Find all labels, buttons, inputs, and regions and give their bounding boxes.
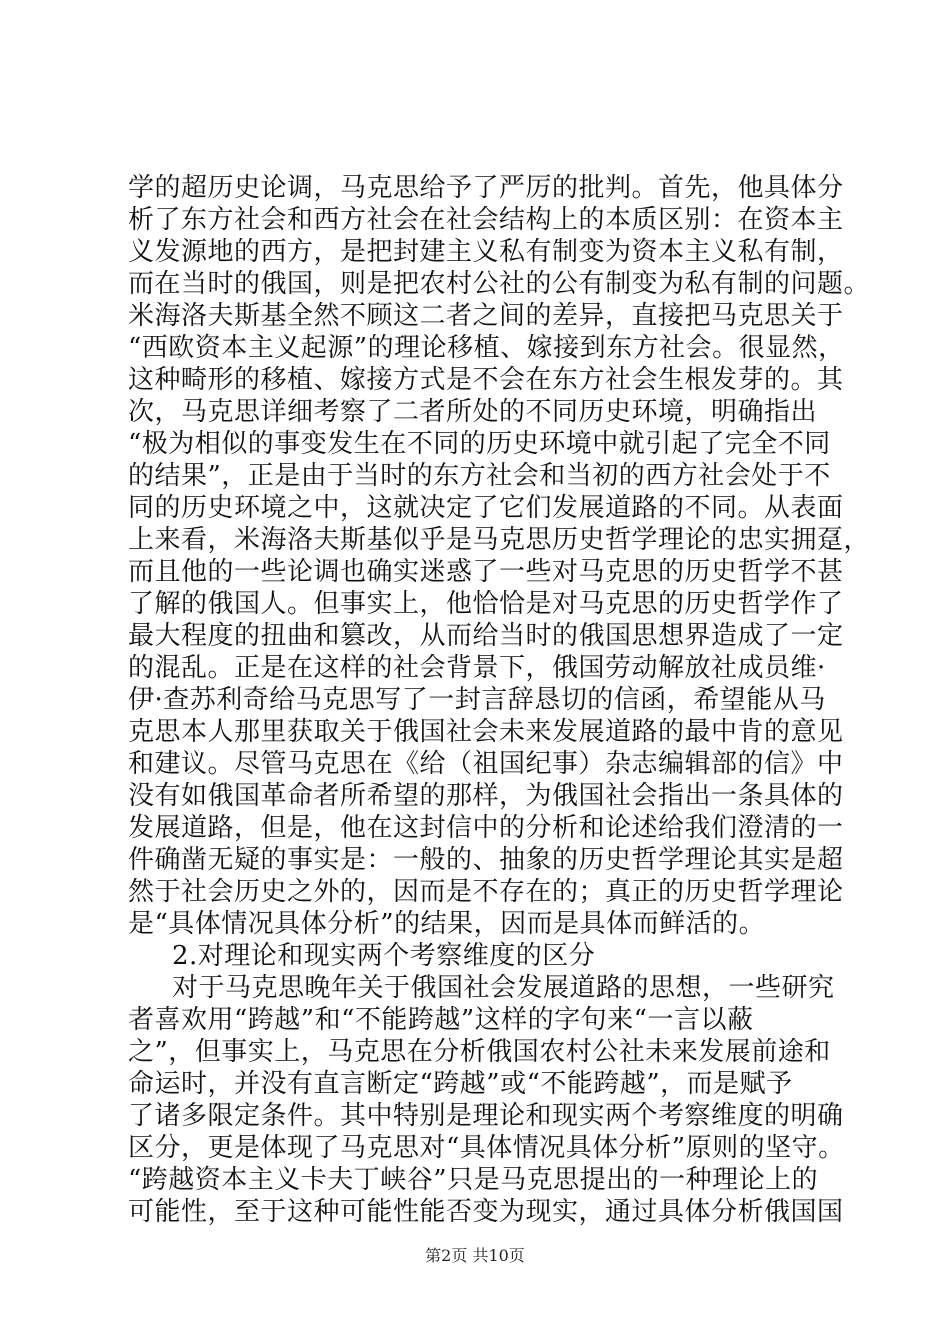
- text-line: 学的超历史论调，马克思给予了严厉的批判。首先，他具体分: [128, 173, 844, 203]
- paragraph-1: [128, 172, 871, 940]
- text-line: 同的历史环境之中，这就决定了它们发展道路的不同。从表面: [128, 493, 844, 523]
- page-footer: [0, 1246, 950, 1266]
- paragraph-2: [128, 972, 845, 1228]
- text-line: “极为相似的事变发生在不同的历史环境中就引起了完全不同: [128, 429, 831, 459]
- text-line: “跨越资本主义卡夫丁峡谷”只是马克思提出的一种理论上的: [128, 1165, 819, 1195]
- text-line: 伊·查苏利奇给马克思写了一封言辞恳切的信函，希望能从马: [128, 685, 826, 715]
- text-line: 发展道路，但是，他在这封信中的分析和论述给我们澄清的一: [128, 813, 844, 843]
- text-line: 最大程度的扭曲和篡改，从而给当时的俄国思想界造成了一定: [128, 621, 844, 651]
- text-line: 的混乱。正是在这样的社会背景下，俄国劳动解放社成员维·: [128, 653, 826, 683]
- text-line: 命运时，并没有直言断定“跨越”或“不能跨越”，而是赋予: [128, 1069, 793, 1099]
- text-line: 之”，但事实上，马克思在分析俄国农村公社未来发展前途和: [128, 1037, 831, 1067]
- text-line: 这种畸形的移植、嫁接方式是不会在东方社会生根发芽的。其: [128, 365, 844, 395]
- text-line: 上来看，米海洛夫斯基似乎是马克思历史哲学理论的忠实拥趸，: [128, 525, 871, 555]
- page-number: 第2页 共10页: [425, 1246, 525, 1265]
- text-line: 而在当时的俄国，则是把农村公社的公有制变为私有制的问题。: [128, 269, 871, 299]
- text-line: 没有如俄国革命者所希望的那样，为俄国社会指出一条具体的: [128, 781, 844, 811]
- text-line: 可能性，至于这种可能性能否变为现实，通过具体分析俄国国: [128, 1197, 844, 1227]
- text-line: “西欧资本主义起源”的理论移植、嫁接到东方社会。很显然，: [128, 333, 845, 363]
- text-line: 次，马克思详细考察了二者所处的不同历史环境，明确指出: [128, 397, 818, 427]
- text-line: 的结果”，正是由于当时的东方社会和当初的西方社会处于不: [128, 461, 831, 491]
- text-line: 区分，更是体现了马克思对“具体情况具体分析”原则的坚守。: [128, 1133, 845, 1163]
- text-line: 然于社会历史之外的，因而是不存在的；真正的历史哲学理论: [128, 877, 844, 907]
- text-line: 和建议。尽管马克思在《给（祖国纪事）杂志编辑部的信》中: [128, 749, 844, 779]
- section-heading: 2.对理论和现实两个考察维度的区分: [172, 941, 596, 971]
- text-line: 析了东方社会和西方社会在社会结构上的本质区别：在资本主: [128, 205, 844, 235]
- text-line: 克思本人那里获取关于俄国社会未来发展道路的最中肯的意见: [128, 717, 844, 747]
- text-line: 了诸多限定条件。其中特别是理论和现实两个考察维度的明确: [128, 1101, 844, 1131]
- text-line: 而且他的一些论调也确实迷惑了一些对马克思的历史哲学不甚: [128, 557, 844, 587]
- text-line: 是“具体情况具体分析”的结果，因而是具体而鲜活的。: [128, 909, 766, 939]
- text-line: 了解的俄国人。但事实上，他恰恰是对马克思的历史哲学作了: [128, 589, 844, 619]
- text-line: 者喜欢用“跨越”和“不能跨越”这样的字句来“一言以蔽: [128, 1005, 754, 1035]
- text-line: 米海洛夫斯基全然不顾这二者之间的差异，直接把马克思关于: [128, 301, 844, 331]
- document-body: [128, 172, 871, 1228]
- text-line: 件确凿无疑的事实是：一般的、抽象的历史哲学理论其实是超: [128, 845, 844, 875]
- text-line: 对于马克思晚年关于俄国社会发展道路的思想，一些研究: [172, 973, 835, 1003]
- text-line: 义发源地的西方，是把封建主义私有制变为资本主义私有制，: [128, 237, 844, 267]
